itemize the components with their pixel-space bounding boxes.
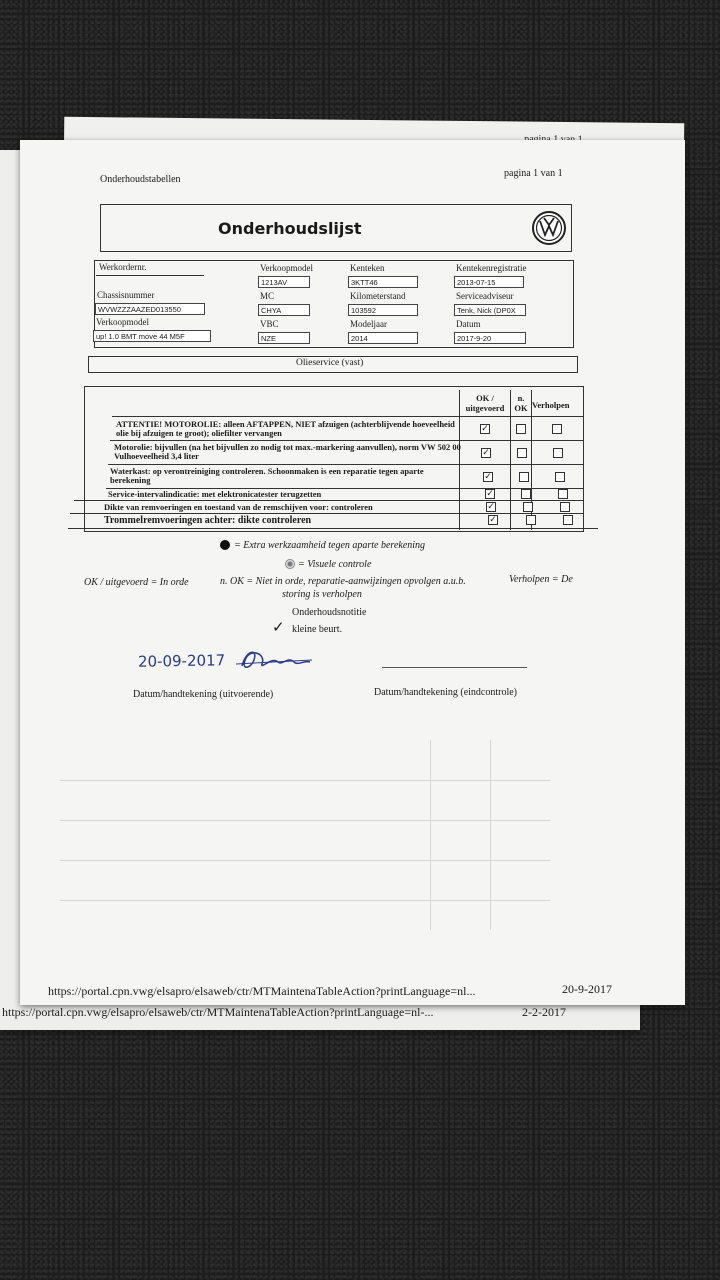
nok-checkbox-0[interactable]: [516, 424, 526, 434]
sign-right-label: Datum/handtekening (eindcontrole): [374, 687, 518, 698]
verholpen-checkbox-2[interactable]: [555, 472, 565, 482]
legend-verholpen: Verholpen = De: [509, 574, 573, 585]
visual-check-icon: [285, 559, 295, 569]
legend-nok-2: storing is verholpen: [282, 589, 362, 600]
page-label: pagina 1 van 1: [504, 168, 563, 179]
back-footer-url: https://portal.cpn.vwg/elsapro/elsaweb/ctr/MTMaintenaTableAction?printLanguage=nl-...: [2, 1005, 434, 1019]
eindcontrole-signature-line: [382, 667, 527, 668]
row-line-1: [110, 440, 584, 441]
kilometerstand-label: Kilometerstand: [350, 291, 406, 301]
col-divider-nok: [510, 390, 511, 530]
datum-label: Datum: [456, 319, 481, 329]
task-row-3: Service-intervalindicatie: met elektronicatester terugzetten: [108, 489, 322, 499]
footer-url: https://portal.cpn.vwg/elsapro/elsaweb/ctr/MTMaintenaTableAction?printLanguage=nl...: [48, 984, 476, 998]
col-nok-header: n. OK: [514, 393, 528, 413]
legend-nok: n. OK = Niet in orde, reparatie-aanwijzingen opvolgen a.u.b.: [220, 576, 466, 587]
verkoopmodel2-field: up! 1.0 BMT move 44 M5F: [93, 330, 211, 342]
nok-checkbox-1[interactable]: [517, 448, 527, 458]
task-row-2: Waterkast: op verontreiniging controleren. Schoonmaken is een reparatie tegen aparte berekening: [110, 466, 424, 485]
header-left: Onderhoudstabellen: [100, 174, 181, 185]
task-row-4: Dikte van remvoeringen en toestand van de remschijven voor: controleren: [104, 502, 373, 512]
werkordernr-underline: [96, 275, 204, 276]
notes-label: Onderhoudsnotitie: [292, 607, 367, 618]
nok-checkbox-5[interactable]: [526, 515, 536, 525]
ok-checkbox-4[interactable]: ✓: [487, 502, 495, 512]
footer-date: 20-9-2017: [562, 982, 612, 996]
legend-ok: OK / uitgevoerd = In orde: [84, 577, 189, 588]
task-row-0: ATTENTIE! MOTOROLIE: alleen AFTAPPEN, NIET afzuigen (achterblijvende hoeveelheid olie bij afzuigen te groot); oliefilter vervangen: [116, 419, 455, 438]
legend-visual: = Visuele controle: [298, 559, 372, 570]
serviceadviseur-field: Tenk, Nick (DP0X: [454, 304, 526, 316]
sign-left-label: Datum/handtekening (uitvoerende): [133, 689, 274, 700]
back-footer-date: 2-2-2017: [522, 1005, 566, 1019]
notes-value: kleine beurt.: [292, 624, 342, 635]
signature-image: [232, 644, 316, 681]
ok-checkbox-3[interactable]: ✓: [486, 489, 494, 499]
check-mark-icon: ✓: [272, 618, 285, 636]
datum-field: 2017-9-20: [454, 332, 526, 344]
vbc-label: VBC: [260, 319, 279, 329]
mc-field: CHYA: [258, 304, 310, 316]
kentekenregistratie-field: 2013-07-15: [454, 276, 524, 288]
task-row-1: Motorolie: bijvullen (na het bijvullen zo nodig tot max.-markering aanvullen), norm VW 502 00 Vulhoeveelheid 3,4 liter: [114, 442, 461, 461]
row-line-0: [112, 416, 584, 417]
show-through-background: [60, 740, 560, 940]
row-line-6: [68, 528, 598, 529]
nok-checkbox-4[interactable]: [523, 502, 533, 512]
modeljaar-label: Modeljaar: [350, 319, 387, 329]
nok-checkbox-3[interactable]: [521, 489, 531, 499]
verholpen-checkbox-0[interactable]: [552, 424, 562, 434]
page-title: Onderhoudslijst: [218, 219, 362, 238]
kentekenregistratie-label: Kentekenregistratie: [456, 263, 527, 273]
kilometerstand-field: 103592: [348, 304, 418, 316]
ok-checkbox-5[interactable]: ✓: [489, 515, 497, 525]
task-row-5: Trommelremvoeringen achter: dikte controleren: [104, 515, 312, 526]
ok-checkbox-0[interactable]: ✓: [481, 424, 489, 434]
verholpen-checkbox-4[interactable]: [560, 502, 570, 512]
verkoopmodel-label: Verkoopmodel: [260, 263, 313, 273]
service-type: Olieservice (vast): [296, 358, 364, 368]
nok-checkbox-2[interactable]: [519, 472, 529, 482]
verholpen-checkbox-3[interactable]: [558, 489, 568, 499]
verkoopmodel-field: 1213AV: [258, 276, 310, 288]
kenteken-field: 3KTT46: [348, 276, 418, 288]
modeljaar-field: 2014: [348, 332, 418, 344]
mc-label: MC: [260, 291, 275, 301]
vbc-field: NZE: [258, 332, 310, 344]
verholpen-checkbox-1[interactable]: [553, 448, 563, 458]
row-line-4: [74, 500, 584, 501]
werkordernr-label: Werkordernr.: [99, 262, 147, 272]
serviceadviseur-label: Serviceadviseur: [456, 291, 514, 301]
ok-checkbox-1[interactable]: ✓: [482, 448, 490, 458]
vw-logo-icon: [531, 210, 567, 251]
verkoopmodel2-label: Verkoopmodel: [96, 317, 149, 327]
kenteken-label: Kenteken: [350, 263, 385, 273]
ok-checkbox-2[interactable]: ✓: [484, 472, 492, 482]
row-line-5: [70, 513, 584, 514]
extra-work-bullet-icon: [220, 540, 230, 550]
verholpen-checkbox-5[interactable]: [563, 515, 573, 525]
handwritten-date: 20-09-2017: [137, 651, 226, 671]
col-verholpen-header: Verholpen: [532, 400, 570, 410]
legend-extra: = Extra werkzaamheid tegen aparte berekening: [234, 540, 426, 551]
chassisnummer-label: Chassisnummer: [97, 290, 155, 300]
col-ok-header: OK / uitgevoerd: [465, 393, 505, 413]
row-line-2: [108, 464, 584, 465]
chassisnummer-field: WVWZZZAAZED013550: [95, 303, 205, 315]
